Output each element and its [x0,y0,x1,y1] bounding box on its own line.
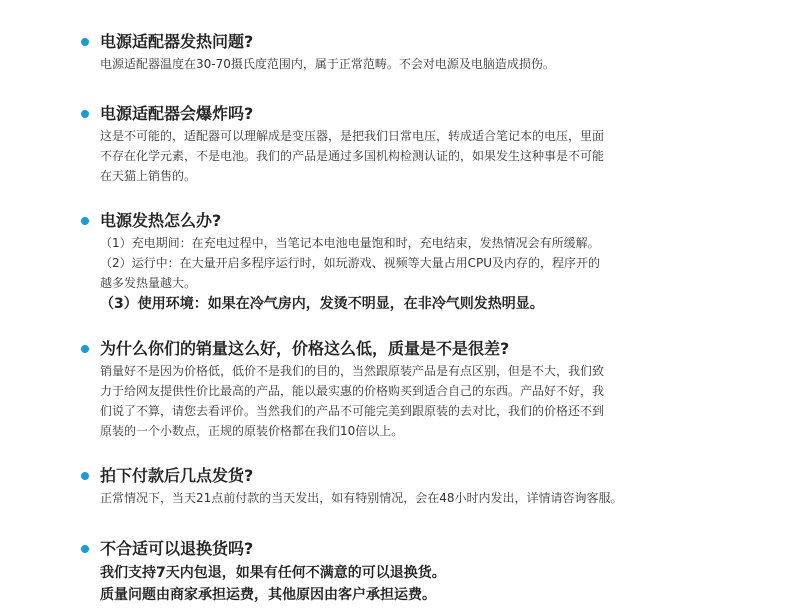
answer-line: 正常情况下，当天21点前付款的当天发出，如有特别情况，会在48小时内发出，详情请咨询客服。 [100,491,623,505]
faq-question-row [0,538,800,562]
answer-line: （2）运行中：在大量开启多程序运行时，如玩游戏、视频等大量占用CPU及内存的，程序开的 [100,256,601,270]
faq-answer [100,488,740,508]
faq-answer [100,361,740,441]
faq-item-shipping-time [0,465,800,505]
faq-answer [100,562,740,606]
bullet-dot-icon [81,217,89,225]
bullet-dot-icon [81,110,89,118]
faq-item-adapter-explode [0,103,800,183]
faq-item-return-exchange [0,538,800,603]
faq-question-row [0,210,800,234]
bullet-dot-icon [81,38,89,46]
answer-line: 电源适配器温度在30-70摄氏度范围内，属于正常范畴。不会对电源及电脑造成损伤。 [100,57,555,71]
faq-question-row [0,338,800,362]
faq-answer [100,233,740,315]
bullet-dot-icon [81,345,89,353]
faq-question: 不合适可以退换货吗? [100,539,254,558]
answer-line: （1）充电期间：在充电过程中，当笔记本电池电量饱和时，充电结束，发热情况会有所缓解。 [100,236,600,250]
answer-line: 销量好不是因为价格低，低价不是我们的目的，当然跟原装产品是有点区别，但是不大，我们致 [100,364,605,378]
answer-line: 在天猫上销售的。 [100,169,197,183]
answer-line: 原装的一个小数点，正规的原装价格都在我们10倍以上。 [100,424,404,438]
faq-question: 电源适配器会爆炸吗? [100,104,254,123]
answer-line-bold: 我们支持7天内包退，如果有任何不满意的可以退换货。 [100,565,446,581]
faq-item-sales-price-quality [0,338,800,438]
answer-line: 越多发热量越大。 [100,276,197,290]
bullet-dot-icon [81,472,89,480]
faq-answer [100,54,740,74]
answer-line: 们说了不算，请您去看评价。当然我们的产品不可能完美到跟原装的去对比，我们的价格还不到 [100,404,605,418]
faq-question: 为什么你们的销量这么好，价格这么低，质量是不是很差? [100,339,510,358]
answer-line: 不存在化学元素，不是电池。我们的产品是通过多国机构检测认证的，如果发生这种事是不可能 [100,149,605,163]
faq-answer [100,126,740,186]
faq-question-row [0,103,800,127]
faq-question: 电源适配器发热问题? [100,32,254,51]
faq-question: 电源发热怎么办? [100,211,222,230]
answer-line-bold: 质量问题由商家承担运费，其他原因由客户承担运费。 [100,587,436,603]
faq-item-adapter-heat [0,31,800,71]
faq-question-row [0,31,800,55]
answer-line-bold: （3）使用环境：如果在冷气房内，发烫不明显，在非冷气则发热明显。 [100,296,544,312]
bullet-dot-icon [81,545,89,553]
answer-line: 这是不可能的，适配器可以理解成是变压器，是把我们日常电压，转成适合笔记本的电压，里面 [100,129,605,143]
faq-item-power-heat [0,210,800,312]
answer-line: 力于给网友提供性价比最高的产品，能以最实惠的价格购买到适合自己的东西。产品好不好，我 [100,384,605,398]
faq-question-row [0,465,800,489]
faq-question: 拍下付款后几点发货? [100,466,254,485]
